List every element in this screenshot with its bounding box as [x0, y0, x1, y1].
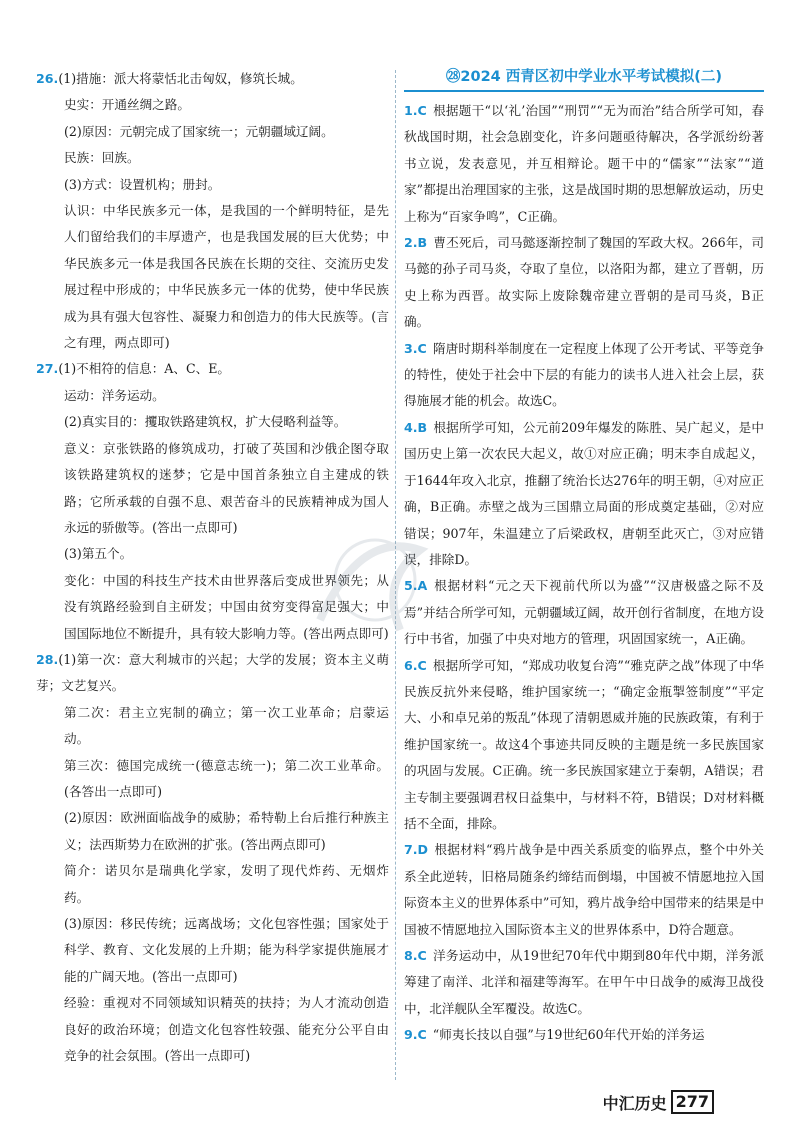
section-heading: ㉘2024 西青区初中学业水平考试模拟(二): [404, 66, 764, 92]
footer-subject: 中汇历史: [602, 1093, 667, 1113]
mc-explanation: “师夷长技以自强”与19世纪60年代开始的洋务运: [432, 1027, 705, 1043]
page-footer: [603, 1090, 714, 1114]
question-28: [36, 647, 389, 1070]
mc-explanation: 洋务运动中，从19世纪70年代中期到80年代中期，洋务派筹建了南洋、北洋和福建等海军。在甲午中日战争的威海卫战役中，北洋舰队全军覆没。故选C。: [404, 948, 764, 1016]
answer-line: 民族：回族。: [64, 150, 140, 166]
mc-answer-item: [404, 98, 764, 230]
question-number: 26.: [36, 71, 59, 86]
mc-explanation: 曹丕死后，司马懿逐渐控制了魏国的军政大权。266年，司马懿的孙子司马炎，夺取了皇位，以洛阳为都，建立了晋朝，历史上称为西晋。故实际上废除魏帝建立晋朝的是司马炎，B正确。: [404, 235, 764, 330]
answer-line: [36, 66, 389, 92]
mc-answer-key: 9.C: [404, 1027, 427, 1043]
mc-answer-key: 2.B: [404, 235, 428, 251]
mc-answer-item: [404, 573, 764, 652]
mc-explanation: 根据材料“鸦片战争是中西关系质变的临界点，整个中外关系全此逆转，旧格局随条约缔结而倒塌，中国被不情愿地拉入国际资本主义的世界体系中”可知，鸦片战争给中国带来的结果是中国被不情愿地拉入国际资本主义的世界体系中，D符合题意。: [404, 842, 764, 937]
mc-answer-item: [404, 415, 764, 573]
answer-line: 认识：中华民族多元一体，是我国的一个鲜明特征，是先人们留给我们的丰厚遗产，也是我国发展的巨大优势；中华民族多元一体是我国各民族在长期的交往、交流历史发展过程中形成的；中华民族多元一体的优势，使中华民族成为具有强大包容性、凝聚力和创造力的伟大民族等。(言之有理，两点即可): [64, 203, 389, 351]
answer-text: (1)不相符的信息：A、C、E。: [58, 361, 231, 377]
mc-answer-item: [404, 943, 764, 1022]
mc-answer-key: 3.C: [404, 340, 427, 356]
answer-line: 经验：重视对不同领域知识精英的扶持；为人才流动创造良好的政治环境；创造文化包容性较强、能充分公平自由竞争的社会氛围。(答出一点即可): [64, 995, 389, 1064]
question-number: 27.: [36, 361, 59, 377]
answer-text: (1)措施：派大将蒙恬北击匈奴，修筑长城。: [58, 71, 303, 86]
mc-answer-item: [404, 1022, 764, 1048]
question-number: 28.: [36, 651, 59, 667]
mc-answer-key: 8.C: [404, 948, 427, 963]
mc-answer-key: 4.B: [404, 419, 428, 435]
answer-text: (1)第一次：意大利城市的兴起；大学的发展；资本主义萌芽；文艺复兴。: [36, 651, 389, 694]
answer-line: [36, 647, 389, 700]
mc-answer-key: 1.C: [404, 103, 427, 118]
mc-answer-item: [404, 837, 764, 943]
page-number: 277: [671, 1090, 714, 1114]
answer-line: (2)真实目的：攫取铁路建筑权，扩大侵略利益等。: [64, 414, 347, 430]
answer-line: (3)第五个。: [64, 546, 133, 562]
answer-list: [404, 98, 764, 1049]
mc-explanation: 根据题干“以‘礼’治国”“刑罚”“无为而治”结合所学可知，春秋战国时期，社会急剧变化，许多问题亟待解决，各学派纷纷著书立说，发表意见，并互相辩论。题干中的“儒家”“法家”“道家”都提出治理国家的主张，这是战国时期的思想解放运动，历史上称为“百家争鸣”，C正确。: [404, 103, 764, 224]
right-column: [404, 66, 764, 1049]
mc-answer-item: [404, 336, 764, 415]
mc-answer-item: [404, 653, 764, 838]
mc-answer-key: 7.D: [404, 842, 429, 858]
mc-answer-key: 6.C: [404, 657, 427, 673]
question-26: [36, 66, 389, 356]
mc-explanation: 隋唐时期科举制度在一定程度上体现了公开考试、平等竞争的特性，使处于社会中下层的有能力的读书人进入社会上层，获得施展才能的机会。故选C。: [404, 340, 764, 409]
mc-explanation: 根据所学可知，“郑成功收复台湾”“雅克萨之战”体现了中华民族反抗外来侵略，维护国家统一；“确定金瓶掣签制度”“平定大、小和卓兄弟的叛乱”体现了清朝恩威并施的民族政策，有利于维护国家统一。故这4个事迹共同反映的主题是统一多民族国家的巩固与发展。C正确。统一多民族国家建立于秦朝，A错误；君主专制主要强调君权日益集中，与材料不符，B错误；D对材料概括不全面，排除。: [404, 657, 764, 831]
answer-line: (2)原因：欧洲面临战争的威胁；希特勒上台后推行种族主义；法西斯势力在欧洲的扩张。(答出两点即可): [64, 810, 389, 852]
mc-answer-item: [404, 230, 764, 336]
mc-answer-key: 5.A: [404, 578, 428, 594]
answer-line: 第二次：君主立宪制的确立；第一次工业革命；启蒙运动。: [64, 704, 389, 747]
answer-line: 简介：诺贝尔是瑞典化学家，发明了现代炸药、无烟炸药。: [64, 863, 389, 905]
answer-line: (3)方式：设置机构；册封。: [64, 176, 221, 192]
answer-line: 第三次：德国完成统一(德意志统一)；第二次工业革命。(各答出一点即可): [64, 757, 389, 799]
answer-line: [36, 356, 389, 382]
mc-explanation: 根据所学可知，公元前209年爆发的陈胜、吴广起义，是中国历史上第一次农民大起义，故①对应正确；明末李自成起义，于1644年攻入北京，推翻了统治长达276年的明王朝，④对应正确，B正确。赤壁之战为三国鼎立局面的形成奠定基础，②对应错误；907年，朱温建立了后梁政权，唐朝至此灭亡，③对应错误，排除D。: [404, 419, 764, 567]
watermark-logo: [300, 520, 450, 640]
answer-line: 史实：开通丝绸之路。: [64, 97, 190, 113]
answer-line: 意义：京张铁路的修筑成功，打破了英国和沙俄企图夺取该铁路建筑权的迷梦；它是中国首条独立自主建成的铁路；它所承载的自强不息、艰苦奋斗的民族精神成为国人永远的骄傲等。(答出一点即可): [64, 440, 389, 535]
answer-line: 变化：中国的科技生产技术由世界落后变成世界领先；从没有筑路经验到自主研发；中国由贫穷变得富足强大；中国国际地位不断提升，具有较大影响力等。(答出两点即可): [64, 572, 389, 641]
answer-line: (3)原因：移民传统；远离战场；文化包容性强；国家处于科学、教育、文化发展的上升期；能为科学家提供施展才能的广阔天地。(答出一点即可): [64, 916, 389, 984]
mc-explanation: 根据材料“元之天下视前代所以为盛”“汉唐极盛之际不及焉”并结合所学可知，元朝疆域辽阔，故开创行省制度，在地方设行中书省，加强了中央对地方的管理，巩固国家统一，A正确。: [404, 578, 764, 647]
answer-line: (2)原因：元朝完成了国家统一；元朝疆域辽阔。: [64, 123, 334, 139]
answer-line: 运动：洋务运动。: [64, 387, 165, 403]
